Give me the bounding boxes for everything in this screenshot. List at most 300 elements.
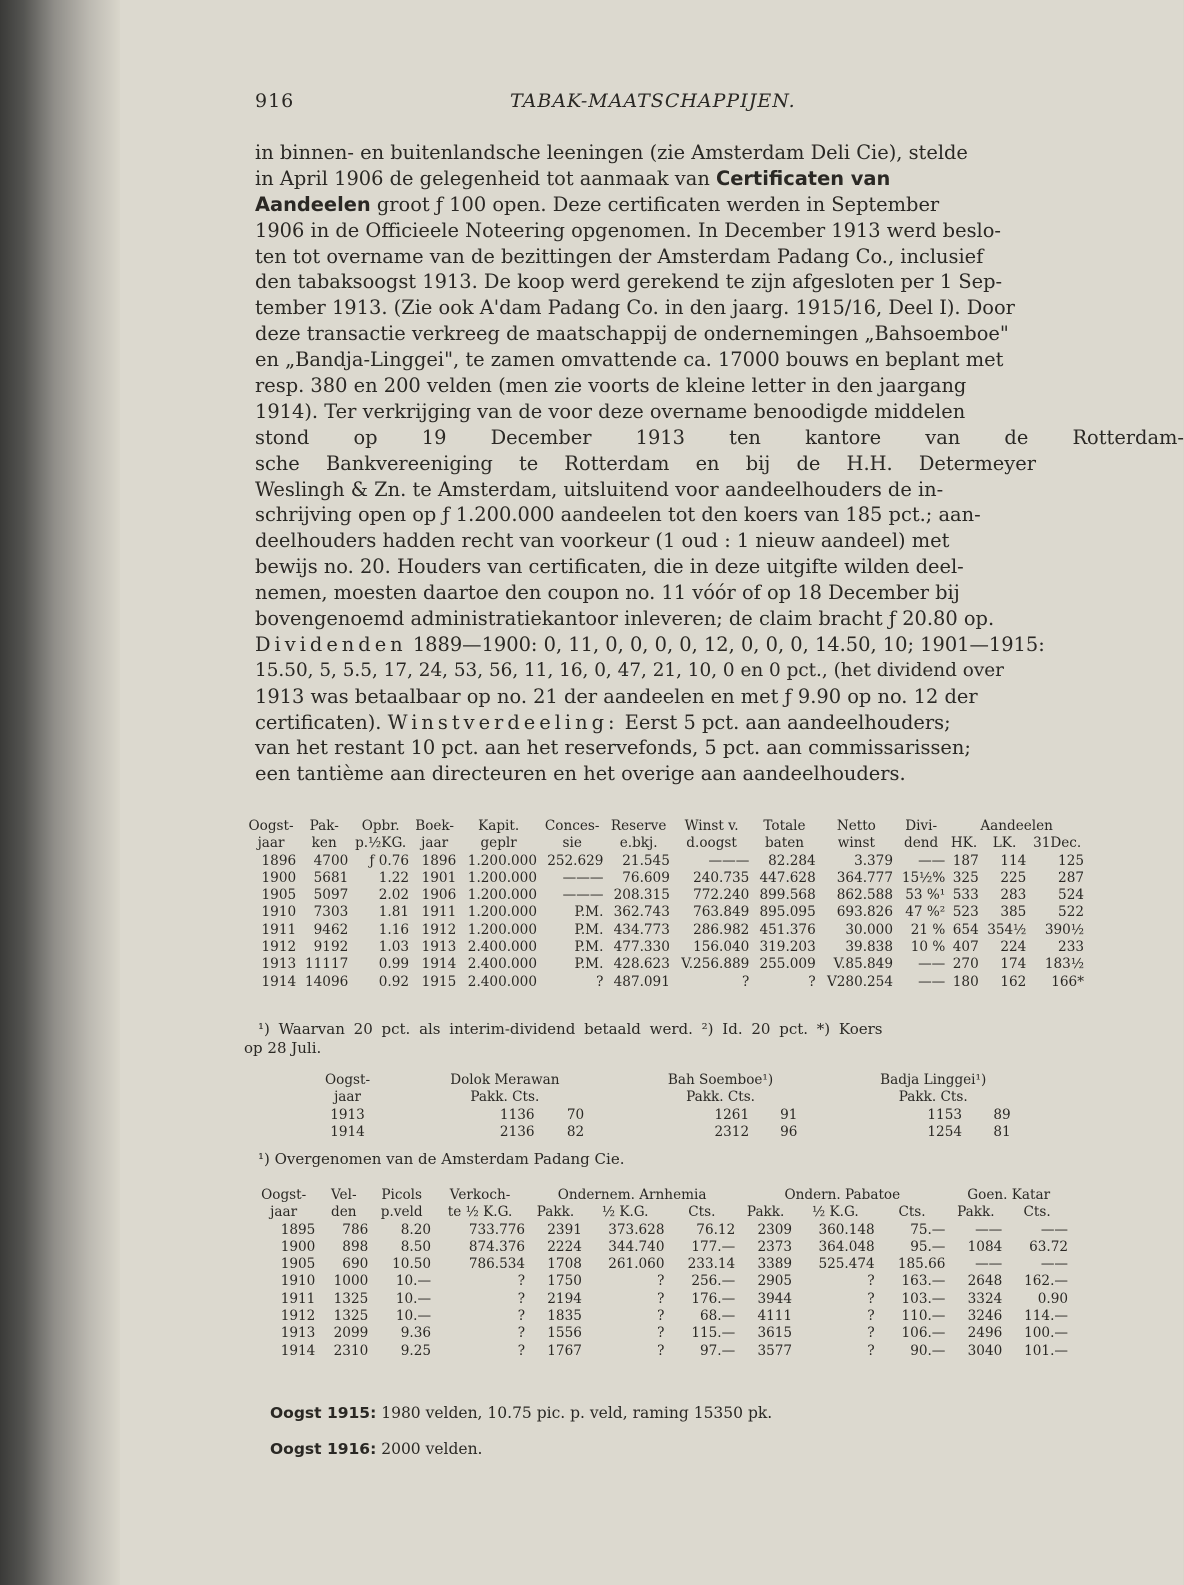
table-cell: 385 <box>1000 904 1027 921</box>
table-cell: 1136 <box>499 1106 535 1123</box>
table-cell: 75.— <box>910 1221 946 1238</box>
table-cell: 177.— <box>691 1238 736 1255</box>
table-cell: 224 <box>1000 939 1027 956</box>
text-line: en „Bandja-Linggei", te zamen omvattende ca. 17000 bouws en beplant met <box>255 348 1004 372</box>
text-line: tember 1913. (Zie ook A'dam Padang Co. in den jaarg. 1915/16, Deel I). Door <box>255 296 1015 320</box>
table-cell: 3.379 <box>854 852 893 869</box>
table-cell: 1915 <box>421 973 457 990</box>
table-cell: V.85.849 <box>833 956 893 973</box>
text-line: 1906 in de Officieele Noteering opgenomen. In December 1913 werd beslo- <box>255 218 1001 242</box>
table-cell: ? <box>741 973 750 990</box>
column-header: Bah Soemboe¹) <box>667 1072 774 1088</box>
table-cell: 9462 <box>313 921 349 938</box>
text-line <box>255 166 1080 192</box>
column-header: Picols <box>381 1187 422 1203</box>
column-header: sie <box>562 835 582 852</box>
table-row <box>250 1256 1070 1273</box>
table-cell: 2310 <box>333 1342 369 1359</box>
table-cell: 3389 <box>757 1256 793 1273</box>
table-cell: 162 <box>1000 973 1027 990</box>
table-cell: 1.200.000 <box>467 887 537 904</box>
column-header: Cts. <box>898 1204 926 1221</box>
column-header: Pak- <box>309 818 339 834</box>
column-header: geplr <box>480 835 517 852</box>
emphasis-dividenden: Dividenden <box>255 632 407 656</box>
table-cell: 1254 <box>927 1123 962 1140</box>
table-cell: P.M. <box>574 956 604 973</box>
table-cell: 156.040 <box>693 939 750 956</box>
table-cell: 3577 <box>757 1342 793 1359</box>
table-cell: 174 <box>1000 956 1027 973</box>
table-cell: 240.735 <box>693 869 750 886</box>
table-cell: 895.095 <box>759 904 816 921</box>
text-line: bewijs no. 20. Houders van certificaten, die in deze uitgifte wilden deel- <box>255 555 964 579</box>
table-cell: 8.20 <box>400 1221 432 1238</box>
table-cell: 733.776 <box>468 1221 526 1238</box>
table-cell: 2099 <box>333 1325 369 1342</box>
table-row <box>300 1107 1040 1124</box>
table-cell: P.M. <box>574 921 604 938</box>
table-cell: 1084 <box>967 1238 1003 1255</box>
table-cell: 90.— <box>910 1342 946 1359</box>
emphasis-certificaten: Certificaten van <box>715 166 891 190</box>
oogst-label: Oogst 1916: <box>270 1440 377 1458</box>
text-line: 1913 was betaalbaar op no. 21 der aandeelen en met ƒ 9.90 op no. 12 der <box>255 684 978 708</box>
table-cell: 286.982 <box>693 921 750 938</box>
table-row <box>250 1291 1070 1308</box>
table-cell: 185.66 <box>897 1256 946 1273</box>
table-cell: 1.03 <box>378 939 409 956</box>
table-cell: ? <box>867 1308 875 1325</box>
table-cell: 1153 <box>927 1106 962 1123</box>
column-header: Divi- <box>905 818 938 834</box>
table-cell: —— <box>918 973 946 990</box>
table-row <box>244 853 1086 870</box>
column-header: Ondernem. Arnhemia <box>557 1187 707 1203</box>
column-header: ken <box>311 835 337 852</box>
table-cell: 96 <box>780 1123 798 1140</box>
table-row <box>250 1343 1070 1360</box>
table-cell: 63.72 <box>1029 1238 1068 1255</box>
table-cell: 690 <box>342 1256 369 1273</box>
table-cell: 1000 <box>333 1273 369 1290</box>
column-header: Goen. Katar <box>967 1187 1051 1203</box>
table-cell: 874.376 <box>468 1238 526 1255</box>
table-cell: —— <box>918 852 946 869</box>
table-cell: 477.330 <box>613 939 670 956</box>
table-row <box>244 939 1086 956</box>
table-cell: 524 <box>1058 887 1084 904</box>
table-cell: ? <box>517 1342 526 1359</box>
table-cell: 2.02 <box>378 887 409 904</box>
table-cell: 2136 <box>499 1123 535 1140</box>
table-cell: 114 <box>1000 852 1027 869</box>
table-cell: 100.— <box>1024 1325 1068 1342</box>
table-cell: 1914 <box>330 1123 365 1140</box>
table-cell: ? <box>657 1342 665 1359</box>
table-cell: 1911 <box>421 904 457 921</box>
emphasis-aandeelen: Aandeelen <box>255 192 371 216</box>
table-cell: ——— <box>562 869 604 886</box>
text-line: den tabaksoogst 1913. De koop werd gerekend te zijn afgesloten per 1 Sep- <box>255 270 1003 294</box>
table-cell: 1.81 <box>378 904 409 921</box>
table-cell: 30.000 <box>845 921 893 938</box>
table-cell: 21 % <box>910 921 946 938</box>
table-cell: 9.25 <box>400 1342 432 1359</box>
table-cell: 2391 <box>547 1221 582 1238</box>
table-cell: 364.777 <box>836 869 893 886</box>
column-header: Vel- <box>330 1187 357 1203</box>
column-header: ½ K.G. <box>812 1204 859 1221</box>
text-line: een tantième aan directeuren en het overige aan aandeelhouders. <box>255 762 906 786</box>
table-cell: 428.623 <box>613 956 670 973</box>
table-cell: —— <box>1040 1221 1068 1238</box>
table-cell: ——— <box>708 852 750 869</box>
table-cell: 364.048 <box>818 1238 875 1255</box>
text-line: 15.50, 5, 5.5, 17, 24, 53, 56, 11, 16, 0, 47, 21, 10, 0 en 0 pct., (het dividend over <box>255 659 1004 681</box>
table-cell: 283 <box>1000 887 1027 904</box>
table-cell: 91 <box>780 1106 798 1123</box>
column-header: dend <box>904 835 939 852</box>
table-cell: ? <box>517 1290 526 1307</box>
table-cell: 68.— <box>700 1308 736 1325</box>
table-cell: 1.22 <box>378 869 409 886</box>
text-line <box>255 710 1080 736</box>
table-cell: V280.254 <box>826 973 893 990</box>
column-header: Cts. <box>1023 1204 1051 1221</box>
table-cell: 1261 <box>714 1106 750 1123</box>
column-header: Badja Linggei¹) <box>880 1072 987 1088</box>
text-run: in April 1906 de gelegenheid tot aanmaak van <box>255 166 716 190</box>
text-line: deze transactie verkreeg de maatschappij de ondernemingen „Bahsoemboe" <box>255 322 1009 346</box>
table-cell: —— <box>975 1256 1003 1273</box>
financial-table <box>244 818 1086 991</box>
table-cell: 106.— <box>901 1325 946 1342</box>
column-header: winst <box>837 835 875 852</box>
column-header: Oogst- <box>248 818 294 834</box>
table-cell: 525.474 <box>818 1256 875 1273</box>
text-line: bovengenoemd administratiekantoor inleveren; de claim bracht ƒ 20.80 op. <box>255 607 995 631</box>
column-header: jaar <box>270 1204 298 1221</box>
table-header-row <box>300 1089 1040 1106</box>
column-header: 31Dec. <box>1033 835 1082 852</box>
column-header: te ½ K.G. <box>447 1204 513 1221</box>
table-cell: 5097 <box>313 887 349 904</box>
column-header: Conces- <box>544 818 600 834</box>
table-cell: ? <box>517 1273 526 1290</box>
table-cell: 447.628 <box>759 869 816 886</box>
table-cell: ? <box>808 973 816 990</box>
table-cell: 1905 <box>261 887 297 904</box>
table-cell: 786.534 <box>468 1256 526 1273</box>
table-header-row <box>250 1204 1070 1221</box>
table-cell: 862.588 <box>836 887 893 904</box>
table-cell: 0.90 <box>1037 1290 1068 1307</box>
table-cell: ? <box>867 1273 875 1290</box>
table-row <box>244 887 1086 904</box>
table-cell: 1912 <box>421 921 457 938</box>
table-cell: 89 <box>993 1106 1011 1123</box>
table-cell: 1906 <box>421 887 457 904</box>
text-line: resp. 380 en 200 velden (men zie voorts de kleine letter in den jaargang <box>255 374 967 398</box>
column-header: Winst v. <box>684 818 739 834</box>
table-cell: 8.50 <box>400 1238 432 1255</box>
table-cell: ——— <box>562 887 604 904</box>
book-binding-shadow <box>0 0 120 1585</box>
table-cell: 82.284 <box>768 852 816 869</box>
table-cell: 114.— <box>1024 1308 1068 1325</box>
table-row <box>250 1325 1070 1342</box>
table-cell: 125 <box>1058 852 1084 869</box>
table-cell: 10.— <box>395 1273 432 1290</box>
table-cell: 5681 <box>313 869 349 886</box>
emphasis-winstverdeeling: Winstverdeeling: <box>387 710 619 734</box>
text-line: stond op 19 December 1913 ten kantore van de Rotterdam- <box>255 425 1184 449</box>
table-cell: 95.— <box>910 1238 946 1255</box>
table-cell: ? <box>657 1273 665 1290</box>
column-header: Opbr. <box>361 818 400 834</box>
table-cell: 11117 <box>305 956 349 973</box>
harvest-table <box>250 1187 1070 1360</box>
table-cell: 3040 <box>967 1342 1003 1359</box>
column-header: p.½KG. <box>355 835 407 852</box>
table-cell: 1900 <box>261 869 297 886</box>
text-run: groot ƒ 100 open. Deze certificaten werden in September <box>370 192 940 216</box>
table-row <box>250 1239 1070 1256</box>
table-cell: 1.16 <box>378 921 409 938</box>
column-header: den <box>331 1204 357 1221</box>
table-header-row <box>300 1072 1040 1089</box>
text-line: sche Bankvereeniging te Rotterdam en bij de H.H. Determeyer <box>255 451 1036 475</box>
table-cell: 899.568 <box>759 887 816 904</box>
table-cell: 319.203 <box>759 939 816 956</box>
table-cell: 1556 <box>547 1325 582 1342</box>
column-header: Netto <box>836 818 876 834</box>
table-row <box>250 1308 1070 1325</box>
column-header: Verkoch- <box>449 1187 511 1203</box>
table-cell: 487.091 <box>613 973 670 990</box>
table-cell: 325 <box>952 869 979 886</box>
text-line: Weslingh & Zn. te Amsterdam, uitsluitend voor aandeelhouders de in- <box>255 477 944 501</box>
table-cell: 1910 <box>261 904 297 921</box>
column-header: Totale <box>763 818 806 834</box>
table-cell: 233.14 <box>687 1256 736 1273</box>
column-header: p.veld <box>380 1204 423 1221</box>
table-cell: 1895 <box>280 1221 316 1238</box>
table-cell: 3944 <box>757 1290 793 1307</box>
text-line: ten tot overname van de bezittingen der Amsterdam Padang Co., inclusief <box>255 244 984 268</box>
text-line: 1914). Ter verkrijging van de voor deze overname benoodigde middelen <box>255 399 966 423</box>
table-cell: 786 <box>342 1221 369 1238</box>
table-cell: 523 <box>952 904 979 921</box>
table-cell: 53 %¹ <box>905 887 946 904</box>
table-cell: 354½ <box>987 921 1027 938</box>
table-cell: 70 <box>566 1106 585 1123</box>
column-header: Ondern. Pabatoe <box>784 1187 901 1203</box>
table-cell: 14096 <box>305 973 349 990</box>
table-row <box>244 922 1086 939</box>
column-header: Reserve <box>610 818 667 834</box>
text-run: 1889—1900: 0, 11, 0, 0, 0, 0, 12, 0, 0, 0, 14.50, 10; 1901—1915: <box>406 632 1045 656</box>
column-header: Kapit. <box>478 818 520 834</box>
table-cell: ? <box>867 1325 875 1342</box>
table-cell: 9.36 <box>400 1325 432 1342</box>
oogst-text: 2000 velden. <box>376 1440 483 1458</box>
table-cell: 2.400.000 <box>467 939 537 956</box>
table-cell: 15½% <box>901 869 946 886</box>
table-cell: 1914 <box>280 1342 316 1359</box>
table-cell: 47 %² <box>905 904 946 921</box>
column-header: HK. <box>950 835 978 852</box>
table-cell: 362.743 <box>613 904 670 921</box>
table-cell: 522 <box>1058 904 1084 921</box>
table-cell: 1325 <box>333 1290 369 1307</box>
oogst-text: 1980 velden, 10.75 pic. p. veld, raming 15350 pk. <box>376 1404 773 1422</box>
table-cell: 1835 <box>547 1308 582 1325</box>
text-line <box>255 632 1080 658</box>
column-header: jaar <box>334 1089 362 1106</box>
table-cell: 10.50 <box>392 1256 432 1273</box>
text-run: Eerst 5 pct. aan aandeelhouders; <box>618 710 951 734</box>
table-cell: 434.773 <box>613 921 670 938</box>
table-cell: 407 <box>952 939 979 956</box>
table-cell: 115.— <box>691 1325 736 1342</box>
table-cell: 255.009 <box>759 956 816 973</box>
table-cell: 1.200.000 <box>467 869 537 886</box>
table-cell: 1.200.000 <box>467 852 537 869</box>
column-header: Aandeelen <box>980 818 1053 834</box>
text-run: certificaten). <box>255 710 388 734</box>
table-cell: ? <box>867 1342 875 1359</box>
table-cell: 256.— <box>691 1273 736 1290</box>
table-row <box>300 1124 1040 1141</box>
table-cell: 270 <box>952 956 979 973</box>
table-cell: 1325 <box>333 1308 369 1325</box>
table-cell: 2194 <box>547 1290 582 1307</box>
table-cell: V.256.889 <box>681 956 750 973</box>
table-cell: 2.400.000 <box>467 956 537 973</box>
table-cell: —— <box>975 1221 1003 1238</box>
table-cell: 10 % <box>910 939 946 956</box>
table-header-row <box>250 1187 1070 1204</box>
table-cell: 10.— <box>395 1308 432 1325</box>
table-cell: 654 <box>952 921 979 938</box>
table-cell: 110.— <box>901 1308 946 1325</box>
table-cell: 1.200.000 <box>467 921 537 938</box>
body-text <box>255 140 1184 787</box>
table-cell: 360.148 <box>818 1221 875 1238</box>
column-header: Oogst- <box>325 1072 371 1088</box>
table-cell: ƒ 0.76 <box>369 852 409 869</box>
column-header: Pakk. <box>536 1204 575 1221</box>
table-footnote: ¹) Waarvan 20 pct. als interim-dividend betaald werd. ²) Id. 20 pct. *) Koers <box>258 1020 883 1038</box>
table-cell: 1910 <box>280 1273 316 1290</box>
column-header: e.bkj. <box>619 835 658 852</box>
table-cell: P.M. <box>574 939 604 956</box>
estates-table <box>300 1072 1040 1141</box>
table-cell: 101.— <box>1024 1342 1068 1359</box>
oogst-1915-line <box>270 1404 772 1422</box>
table-cell: 390½ <box>1044 921 1084 938</box>
table-cell: 3246 <box>967 1308 1003 1325</box>
table-cell: 163.— <box>901 1273 946 1290</box>
column-header: Oogst- <box>261 1187 307 1203</box>
table-cell: ? <box>517 1325 526 1342</box>
table-cell: 451.376 <box>759 921 816 938</box>
table-cell: 1912 <box>280 1308 316 1325</box>
page-number: 916 <box>255 90 295 112</box>
table-row <box>250 1222 1070 1239</box>
oogst-1916-line <box>270 1440 483 1458</box>
table-cell: 225 <box>1000 869 1027 886</box>
column-header: jaar <box>421 835 449 852</box>
table-header-row <box>244 835 1086 852</box>
table-cell: 2312 <box>714 1123 750 1140</box>
table-cell: 533 <box>952 887 979 904</box>
table-cell: —— <box>1040 1256 1068 1273</box>
table-footnote: op 28 Juli. <box>244 1039 322 1057</box>
table-cell: 233 <box>1058 939 1084 956</box>
table-cell: 287 <box>1058 869 1084 886</box>
column-header: baten <box>764 835 805 852</box>
table-cell: 261.060 <box>608 1256 665 1273</box>
page-header <box>255 90 1085 120</box>
table-cell: 10.— <box>395 1290 432 1307</box>
table-cell: ? <box>657 1325 665 1342</box>
table-cell: ? <box>657 1308 665 1325</box>
table-cell: 2496 <box>967 1325 1003 1342</box>
table-cell: 1911 <box>261 921 297 938</box>
table-cell: 208.315 <box>613 887 670 904</box>
table-cell: 1905 <box>280 1256 316 1273</box>
page-title: TABAK-MAATSCHAPPIJEN. <box>510 90 796 112</box>
table-cell: 183½ <box>1044 956 1084 973</box>
table-cell: 0.99 <box>378 956 409 973</box>
table-cell: 2905 <box>757 1273 793 1290</box>
table-cell: 1913 <box>421 939 457 956</box>
table-cell: 2648 <box>967 1273 1003 1290</box>
table-cell: ? <box>657 1290 665 1307</box>
table-cell: 9192 <box>313 939 349 956</box>
table-cell: 7303 <box>313 904 349 921</box>
table-row <box>244 870 1086 887</box>
table-cell: 1914 <box>261 973 297 990</box>
column-header: Boek- <box>415 818 455 834</box>
table-cell: 252.629 <box>547 852 604 869</box>
table-cell: 176.— <box>691 1290 736 1307</box>
text-line: van het restant 10 pct. aan het reservefonds, 5 pct. aan commissarissen; <box>255 736 971 760</box>
table-cell: 1912 <box>261 939 297 956</box>
table-cell: 344.740 <box>608 1238 665 1255</box>
column-header: Pakk. Cts. <box>470 1089 540 1106</box>
table-row <box>250 1273 1070 1290</box>
table-cell: 1913 <box>280 1325 316 1342</box>
column-header: d.oogst <box>686 835 737 852</box>
table-cell: 82 <box>566 1123 585 1140</box>
table-cell: 1913 <box>261 956 297 973</box>
table-cell: 898 <box>342 1238 369 1255</box>
table-cell: 166* <box>1051 973 1084 990</box>
table-cell: 763.849 <box>693 904 750 921</box>
table-cell: 3324 <box>967 1290 1003 1307</box>
table-cell: 21.545 <box>622 852 670 869</box>
column-header: LK. <box>992 835 1017 852</box>
table-cell: 1708 <box>547 1256 582 1273</box>
table-cell: 187 <box>952 852 979 869</box>
table-cell: 772.240 <box>693 887 750 904</box>
column-header: ½ K.G. <box>601 1204 649 1221</box>
table-cell: 1896 <box>421 852 457 869</box>
